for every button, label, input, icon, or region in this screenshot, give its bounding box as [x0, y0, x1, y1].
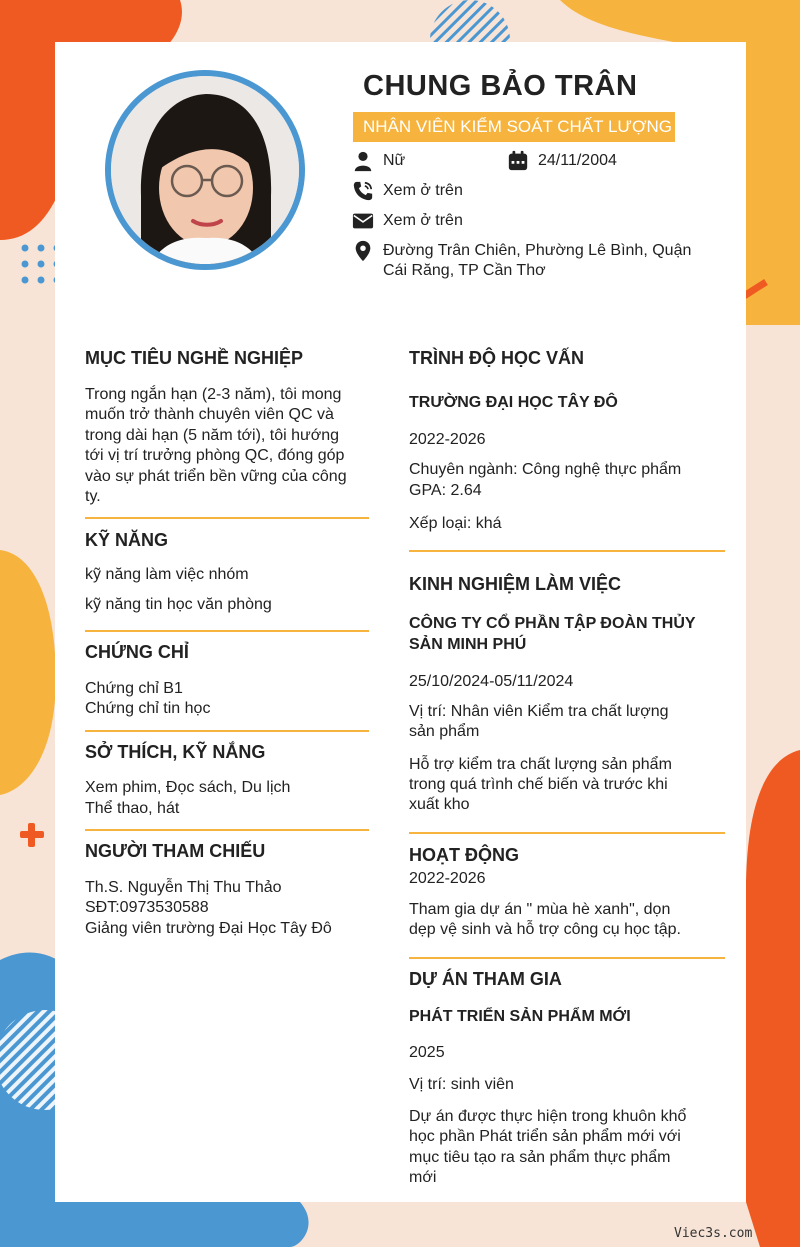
objective-heading: MỤC TIÊU NGHỀ NGHIỆP [85, 348, 304, 368]
objective-line: vào sự phát triển bền vững của công [85, 468, 347, 485]
watermark-link[interactable]: Viec3s.com [674, 1226, 753, 1241]
education-gpa: GPA: 2.64 [409, 482, 482, 499]
activities-description: Tham gia dự án " mùa hè xanh", dọn [409, 901, 671, 918]
experience-description: xuất kho [409, 796, 470, 813]
objective-line: muốn trở thành chuyên viên QC và [85, 406, 334, 423]
calendar-icon [507, 150, 529, 172]
education-major: Chuyên ngành: Công nghệ thực phẩm [409, 461, 682, 478]
activities-heading: HOẠT ĐỘNG [409, 845, 519, 865]
email: Xem ở trên [383, 212, 463, 229]
experience-period: 25/10/2024-05/11/2024 [409, 673, 574, 690]
school-name: TRƯỜNG ĐẠI HỌC TÂY ĐÔ [409, 394, 618, 411]
hobbies-heading: SỞ THÍCH, KỸ NẮNG [85, 742, 266, 762]
education-period: 2022-2026 [409, 431, 486, 448]
skill-item: kỹ năng tin học văn phòng [85, 596, 272, 613]
project-description: mới [409, 1169, 437, 1186]
reference-item: Th.S. Nguyễn Thị Thu Thảo [85, 879, 282, 896]
experience-description: Hỗ trợ kiểm tra chất lượng sản phẩm [409, 756, 672, 773]
projects-heading: DỰ ÁN THAM GIA [409, 969, 562, 989]
certificate-item: Chứng chỉ tin học [85, 700, 211, 717]
education-heading: TRÌNH ĐỘ HỌC VẤN [409, 348, 584, 368]
section-divider [409, 550, 725, 552]
address-line-2: Cái Răng, TP Cần Thơ [383, 262, 546, 279]
company-name: CÔNG TY CỔ PHẦN TẬP ĐOÀN THỦY [409, 615, 696, 632]
company-name: SẢN MINH PHÚ [409, 636, 527, 653]
section-divider [85, 517, 369, 519]
education-rank: Xếp loại: khá [409, 515, 502, 532]
activities-description: dẹp vệ sinh và hỗ trợ công cụ học tập. [409, 921, 681, 938]
project-description: học phần Phát triển sản phẩm mới với [409, 1128, 681, 1145]
hobby-item: Xem phim, Đọc sách, Du lịch [85, 779, 291, 796]
gender: Nữ [383, 152, 406, 169]
section-divider [85, 630, 369, 632]
objective-line: trong dài hạn (5 năm tới), tôi hướng [85, 427, 340, 444]
profile-photo [105, 70, 305, 270]
person-icon [352, 150, 374, 172]
project-description: mục tiêu tạo ra sản phẩm thực phẩm [409, 1149, 671, 1166]
references-heading: NGƯỜI THAM CHIẾU [85, 841, 266, 861]
project-description: Dự án được thực hiện trong khuôn khổ [409, 1108, 687, 1125]
project-position: Vị trí: sinh viên [409, 1076, 514, 1093]
experience-heading: KINH NGHIỆM LÀM VIỆC [409, 574, 622, 594]
certificate-item: Chứng chỉ B1 [85, 680, 183, 697]
address-line-1: Đường Trân Chiên, Phường Lê Bình, Quận [383, 242, 692, 259]
section-divider [409, 832, 725, 834]
avatar-illustration [111, 76, 299, 264]
experience-description: trong quá trình chế biến và trước khi [409, 776, 668, 793]
objective-line: Trong ngắn hạn (2-3 năm), tôi mong [85, 386, 342, 403]
phone: Xem ở trên [383, 182, 463, 199]
activities-period: 2022-2026 [409, 870, 486, 887]
email-icon [352, 210, 374, 232]
project-year: 2025 [409, 1044, 445, 1061]
location-pin-icon [352, 240, 374, 262]
project-name: PHÁT TRIỂN SẢN PHẨM MỚI [409, 1008, 631, 1025]
date-of-birth: 24/11/2004 [538, 152, 617, 169]
skill-item: kỹ năng làm việc nhóm [85, 566, 249, 583]
experience-position: Vị trí: Nhân viên Kiểm tra chất lượng [409, 703, 669, 720]
certificates-heading: CHỨNG CHỈ [85, 642, 189, 662]
reference-item: SĐT:0973530588 [85, 899, 209, 916]
objective-line: ty. [85, 488, 101, 505]
reference-item: Giảng viên trường Đại Học Tây Đô [85, 920, 332, 937]
experience-position: sản phẩm [409, 723, 480, 740]
section-divider [85, 730, 369, 732]
skills-heading: KỸ NĂNG [85, 530, 169, 550]
section-divider [85, 829, 369, 831]
job-title-banner: NHÂN VIÊN KIỂM SOÁT CHẤT LƯỢNG [353, 112, 675, 142]
section-divider [409, 957, 725, 959]
candidate-name: CHUNG BẢO TRÂN [363, 70, 638, 102]
objective-line: tới vị trí trưởng phòng QC, đóng góp [85, 447, 345, 464]
hobby-item: Thể thao, hát [85, 800, 180, 817]
phone-icon [352, 180, 374, 202]
